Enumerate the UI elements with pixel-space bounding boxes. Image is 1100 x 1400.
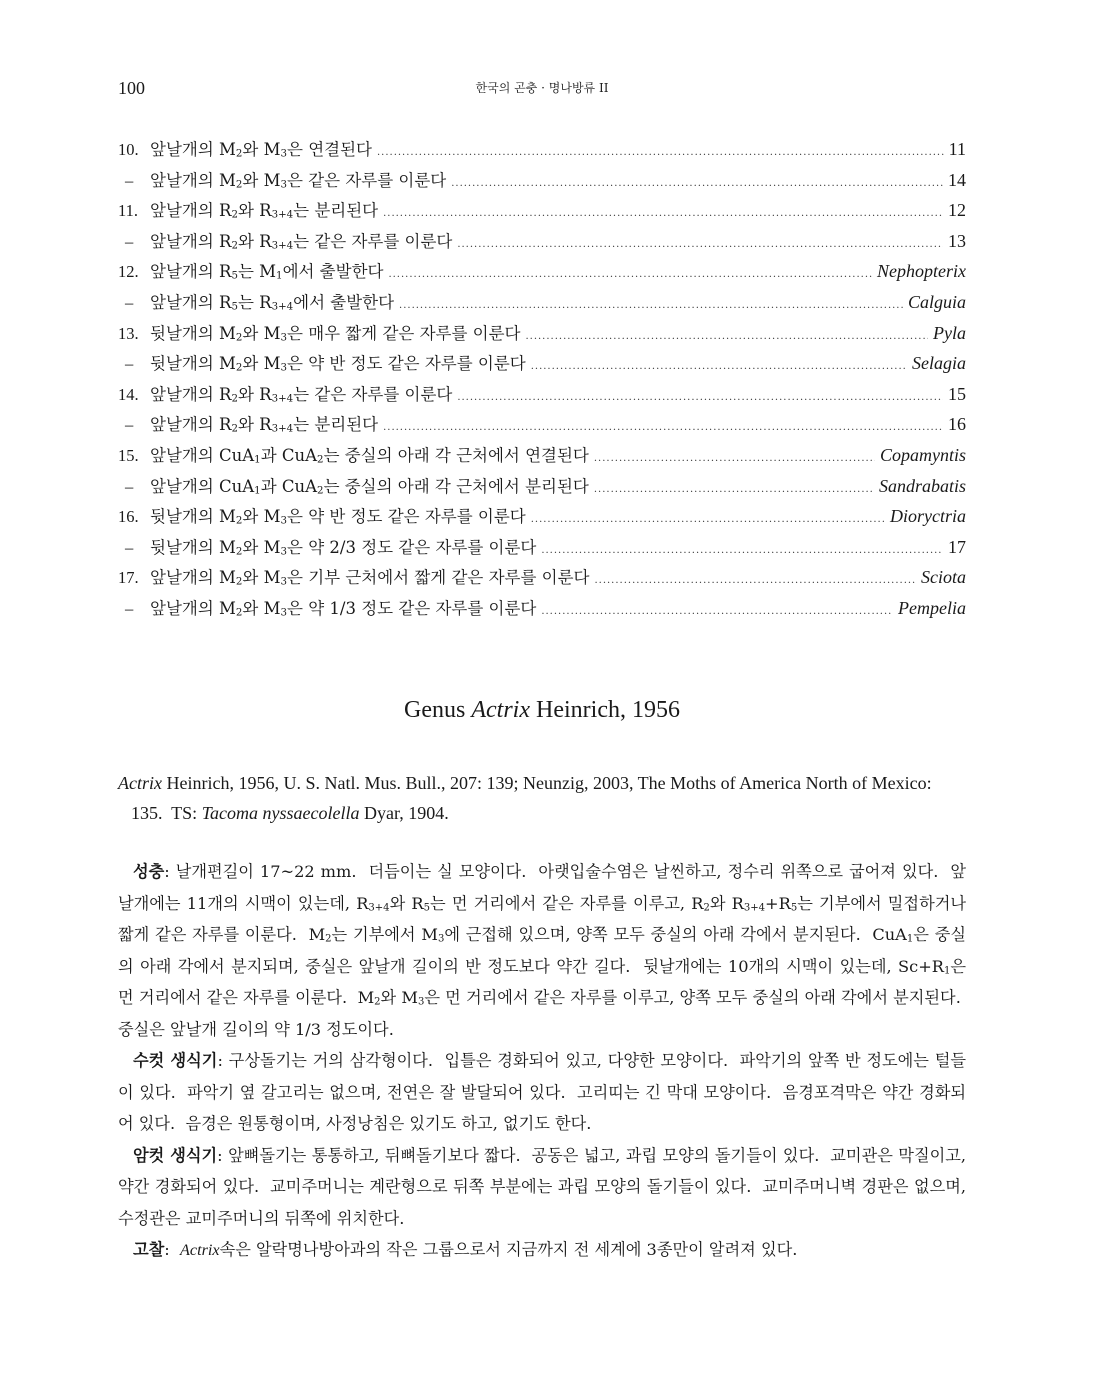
key-couplet-number: – xyxy=(125,354,134,374)
key-statement: 앞날개의 $R_5$는 $R_{3+4}$에서 출발한다 xyxy=(150,292,395,313)
key-statement: 앞날개의 $M_2$와 $M_3$은 같은 자루를 이룬다 xyxy=(150,170,447,191)
key-couplet-number: 16. xyxy=(118,507,139,527)
key-target: Calguia xyxy=(907,291,966,312)
key-target: 11 xyxy=(948,139,966,159)
key-target: 13 xyxy=(948,230,966,251)
key-target: Selagia xyxy=(912,353,966,374)
key-couplet-number: 15. xyxy=(118,445,139,465)
key-row xyxy=(118,532,966,563)
dot-leader xyxy=(594,444,875,475)
section-text: : Actrix속은 알락명나방아과의 작은 그룹으로서 지금까지 전 세계에 3종만이 알려져 있다. xyxy=(164,1240,798,1259)
genus-title: Genus Actrix Heinrich, 1956 xyxy=(404,697,680,723)
dot-leader xyxy=(541,536,943,567)
dot-leader xyxy=(451,169,943,200)
key-row xyxy=(118,440,966,471)
key-statement: 뒷날개의 $M_2$와 $M_3$은 약 2/3 정도 같은 자루를 이룬다 xyxy=(150,537,537,558)
description-paragraph xyxy=(118,1140,966,1235)
key-statement: 뒷날개의 $M_2$와 $M_3$은 약 반 정도 같은 자루를 이룬다 xyxy=(150,507,526,527)
dot-leader xyxy=(383,199,943,230)
key-row xyxy=(118,409,966,440)
key-target: 12 xyxy=(948,200,966,221)
key-target: Pyla xyxy=(933,322,966,343)
key-statement: 앞날개의 $R_2$와 $R_{3+4}$는 분리된다 xyxy=(150,415,379,435)
dot-leader xyxy=(531,505,885,536)
section-label: 수컷 생식기 xyxy=(133,1051,218,1070)
key-target: Sciota xyxy=(921,567,966,588)
key-couplet-number: – xyxy=(125,415,134,435)
key-statement: 앞날개의 $R_2$와 $R_{3+4}$는 분리된다 xyxy=(150,201,379,221)
dot-leader xyxy=(457,230,943,261)
dot-leader xyxy=(399,291,903,322)
key-couplet-number: 12. xyxy=(118,262,139,282)
key-row xyxy=(118,348,966,379)
key-target: 15 xyxy=(948,383,966,404)
key-row xyxy=(118,318,966,349)
key-row xyxy=(118,195,966,226)
key-target: Sandrabatis xyxy=(878,475,966,496)
key-target: 17 xyxy=(948,536,966,557)
dot-leader xyxy=(457,383,943,414)
key-target: Nephopterix xyxy=(877,261,966,282)
key-row xyxy=(118,593,966,624)
key-couplet-number: 14. xyxy=(118,384,139,404)
key-couplet-number: 10. xyxy=(118,140,139,159)
description-paragraph xyxy=(118,1234,966,1267)
dot-leader xyxy=(541,597,893,628)
key-couplet-number: – xyxy=(125,476,134,496)
key-row xyxy=(118,256,966,287)
key-target: Copamyntis xyxy=(879,444,966,465)
key-statement: 앞날개의 $M_2$와 $M_3$은 연결된다 xyxy=(150,140,372,160)
key-target: 14 xyxy=(948,169,966,190)
key-statement: 뒷날개의 $M_2$와 $M_3$은 약 반 정도 같은 자루를 이룬다 xyxy=(150,354,526,374)
identification-key xyxy=(118,134,966,624)
key-couplet-number: 17. xyxy=(118,568,139,588)
page-number: 100 xyxy=(118,78,145,98)
page-header xyxy=(118,78,966,102)
key-couplet-number: – xyxy=(125,598,134,618)
key-statement: 앞날개의 $M_2$와 $M_3$은 약 1/3 정도 같은 자루를 이룬다 xyxy=(150,598,537,619)
dot-leader xyxy=(377,138,944,169)
key-statement: 앞날개의 $R_5$는 $M_1$에서 출발한다 xyxy=(150,262,384,282)
key-target: Dioryctria xyxy=(890,506,966,527)
key-couplet-number: – xyxy=(125,170,134,190)
key-statement: 뒷날개의 $M_2$와 $M_3$은 매우 짧게 같은 자루를 이룬다 xyxy=(150,323,521,344)
section-label: 암컷 생식기 xyxy=(133,1145,218,1165)
key-statement: 앞날개의 CuA$_1$과 CuA$_2$는 중실의 아래 각 근처에서 연결된다 xyxy=(150,445,589,466)
section-text: : 날개편길이 17~22 mm. 더듬이는 실 모양이다. 아랫입술수염은 날씬하고, 정수리 위쪽으로 굽어져 있다. 앞날개에는 11개의 시맥이 있는데, $R_{3+4}$와 $R_5$는 먼 거리에서 같은 자루를 이루고, $R_2$와 $R_{3+4}+R_5$는 기부에서 밀접하거나 짧게 같은 자루를 이룬다. $M_2$는 기부에서 $M_3$에 근접해 있으며, 양쪽 모두 중실의 아래 각에서 분지된다. CuA$_1$은 중실의 아래 각에서 분지되며, 중실은 앞날개 길이의 반 정도보다 약간 길다. 뒷날개에는 10개의 시맥이 있는데, $Sc+R_1$은 먼 거리에서 같은 자루를 이룬다. $M_2$와 $M_3$은 먼 거리에서 같은 자루를 이루고, 양쪽 모두 중실의 아래 각에서 분지된다. 중실은 앞날개 길이의 약 1/3 정도이다. xyxy=(118,862,967,1039)
description-paragraph xyxy=(118,856,966,1045)
description-paragraph xyxy=(118,1045,966,1140)
key-row xyxy=(118,379,966,410)
dot-leader xyxy=(531,352,907,383)
key-couplet-number: 13. xyxy=(118,323,139,343)
dot-leader xyxy=(383,413,943,444)
key-couplet-number: 11. xyxy=(118,201,139,221)
key-couplet-number: – xyxy=(125,231,134,251)
section-label: 성충 xyxy=(133,862,165,881)
key-target: 16 xyxy=(948,414,966,435)
key-statement: 앞날개의 $R_2$와 $R_{3+4}$는 같은 자루를 이룬다 xyxy=(150,231,453,252)
key-row xyxy=(118,226,966,257)
section-text: : 앞뼈돌기는 통통하고, 뒤뼈돌기보다 짧다. 공동은 넓고, 과립 모양의 돌기들이 있다. 교미관은 막질이고, 약간 경화되어 있다. 교미주머니는 계란형으로 뒤쪽 부분에는 과립 모양의 돌기들이 있다. 교미주머니벽 경판은 없으며, 수정관은 교미주머니의 뒤쪽에 위치한다. xyxy=(118,1145,967,1228)
key-row xyxy=(118,501,966,532)
running-title: 한국의 곤충 · 명나방류 II xyxy=(475,81,609,95)
section-label: 고찰 xyxy=(133,1240,165,1259)
dot-leader xyxy=(525,322,928,353)
dot-leader xyxy=(594,475,874,506)
key-row xyxy=(118,562,966,593)
genus-bibliography: Actrix Heinrich, 1956, U. S. Natl. Mus. Bull., 207: 139; Neunzig, 2003, The Moths of America North of Mexico: 135. TS: Tacoma nyssaecolella Dyar, 1904. xyxy=(118,773,932,823)
key-row xyxy=(118,471,966,502)
genus-description xyxy=(118,856,966,1267)
key-statement: 앞날개의 CuA$_1$과 CuA$_2$는 중실의 아래 각 근처에서 분리된다 xyxy=(150,476,589,497)
key-couplet-number: – xyxy=(125,537,134,557)
key-target: Pempelia xyxy=(898,597,966,618)
dot-leader xyxy=(594,566,916,597)
dot-leader xyxy=(388,260,872,291)
section-text: : 구상돌기는 거의 삼각형이다. 입틀은 경화되어 있고, 다양한 모양이다. 파악기의 앞쪽 반 정도에는 털들이 있다. 파악기 옆 갈고리는 없으며, 전연은 잘 발달되어 있다. 고리띠는 긴 막대 모양이다. 음경포격막은 약간 경화되어 있다. 음경은 원통형이며, 사정낭침은 있기도 하고, 없기도 한다. xyxy=(118,1051,966,1133)
key-statement: 앞날개의 $R_2$와 $R_{3+4}$는 같은 자루를 이룬다 xyxy=(150,384,453,405)
key-row xyxy=(118,287,966,318)
key-couplet-number: – xyxy=(125,292,134,312)
key-row xyxy=(118,134,966,165)
key-row xyxy=(118,165,966,196)
key-statement: 앞날개의 $M_2$와 $M_3$은 기부 근처에서 짧게 같은 자루를 이룬다 xyxy=(150,568,590,588)
